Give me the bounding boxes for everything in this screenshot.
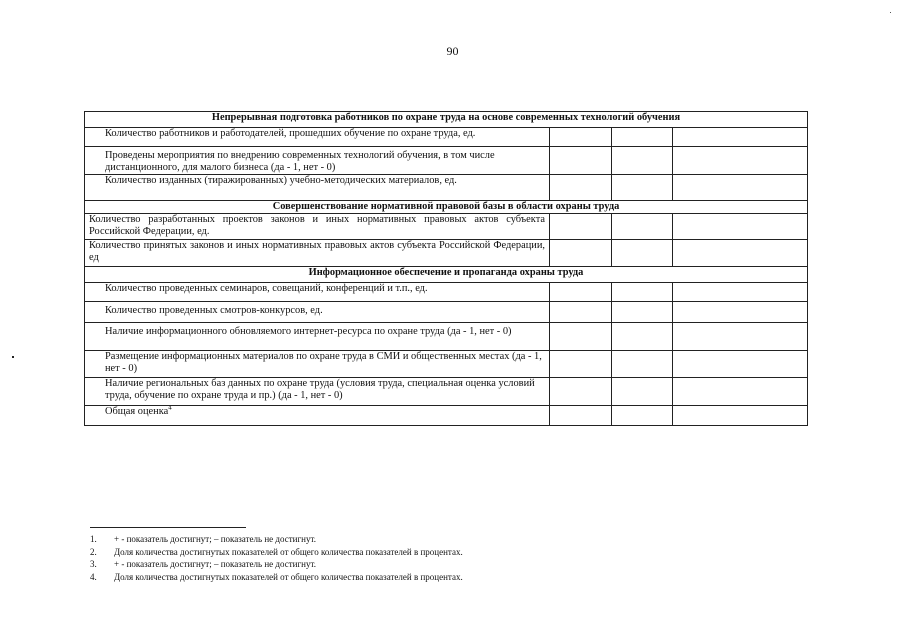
- value-cell[interactable]: [612, 175, 673, 201]
- table-row: [85, 283, 808, 302]
- row-label: Наличие региональных баз данных по охране труда (условия труда, специальная оценка условий труда, обучение по охране труда и пр.) (да - 1, нет - 0): [85, 378, 550, 406]
- value-cell[interactable]: [673, 351, 808, 378]
- row-label: Количество проведенных семинаров, совещаний, конференций и т.п., ед.: [85, 283, 550, 302]
- footnote-number: 1.: [90, 534, 97, 544]
- footnote-text: Доля количества достигнутых показателей от общего количества показателей в процентах.: [114, 546, 463, 557]
- page-number: 90: [446, 44, 459, 58]
- value-cell[interactable]: [673, 406, 808, 426]
- value-cell[interactable]: [612, 128, 673, 147]
- value-cell[interactable]: [550, 175, 612, 201]
- section-header-row: [85, 201, 808, 214]
- value-cell[interactable]: [673, 128, 808, 147]
- value-cell[interactable]: [612, 283, 673, 302]
- value-cell[interactable]: [673, 323, 808, 351]
- value-cell[interactable]: [550, 351, 612, 378]
- value-cell[interactable]: [550, 378, 612, 406]
- value-cell[interactable]: [673, 147, 808, 175]
- section-title: Совершенствование нормативной правовой базы в области охраны труда: [85, 201, 808, 214]
- total-label: [85, 406, 550, 426]
- value-cell[interactable]: [612, 214, 673, 240]
- table-row: [85, 240, 808, 267]
- row-label: Количество принятых законов и иных нормативных правовых актов субъекта Российской Федерации, ед: [85, 240, 550, 267]
- section-title: Информационное обеспечение и пропаганда охраны труда: [85, 267, 808, 283]
- footnote-number: 4.: [90, 571, 97, 582]
- value-cell[interactable]: [612, 147, 673, 175]
- scan-speck: [12, 356, 14, 358]
- footnote-number: 3.: [90, 559, 97, 569]
- section-header-row: [85, 112, 808, 128]
- value-cell[interactable]: [673, 283, 808, 302]
- value-cell[interactable]: [550, 147, 612, 175]
- row-label: Наличие информационного обновляемого интернет-ресурса по охране труда (да - 1, нет - 0): [85, 323, 550, 351]
- value-cell[interactable]: [550, 214, 612, 240]
- value-cell[interactable]: [612, 351, 673, 378]
- value-cell[interactable]: [550, 302, 612, 323]
- total-row: [85, 406, 808, 426]
- value-cell[interactable]: [612, 406, 673, 426]
- row-label: Количество работников и работодателей, прошедших обучение по охране труда, ед.: [85, 128, 550, 147]
- value-cell[interactable]: [550, 240, 612, 267]
- value-cell[interactable]: [673, 378, 808, 406]
- footnote-number: 2.: [90, 546, 97, 557]
- table-row: [85, 351, 808, 378]
- row-label: Количество проведенных смотров-конкурсов, ед.: [85, 302, 550, 323]
- table-row: [85, 175, 808, 201]
- footnote-ref: 4: [168, 405, 172, 412]
- total-label-text: Общая оценка: [105, 406, 169, 417]
- value-cell[interactable]: [612, 378, 673, 406]
- value-cell[interactable]: [612, 323, 673, 351]
- value-cell[interactable]: [673, 214, 808, 240]
- value-cell[interactable]: [550, 406, 612, 426]
- value-cell[interactable]: [673, 302, 808, 323]
- footnote-divider: [90, 527, 246, 528]
- row-label: Проведены мероприятия по внедрению современных технологий обучения, в том числе дистанционного, для малого бизнеса (да - 1, нет - 0): [85, 147, 550, 175]
- value-cell[interactable]: [612, 240, 673, 267]
- value-cell[interactable]: [612, 302, 673, 323]
- row-label: Размещение информационных материалов по охране труда в СМИ и общественных местах (да - 1, нет - 0): [85, 351, 550, 378]
- row-label: Количество разработанных проектов законов и иных нормативных правовых актов субъекта Российской Федерации, ед.: [85, 214, 550, 240]
- table-row: [85, 214, 808, 240]
- table-row: [85, 128, 808, 147]
- footnote-text: Доля количества достигнутых показателей от общего количества показателей в процентах.: [114, 571, 463, 582]
- table-row: [85, 302, 808, 323]
- footnote-text: + - показатель достигнут; – показатель не достигнут.: [114, 559, 316, 569]
- row-label: Количество изданных (тиражированных) учебно-методических материалов, ед.: [85, 175, 550, 201]
- value-cell[interactable]: [550, 283, 612, 302]
- footnotes-list: [90, 533, 690, 583]
- value-cell[interactable]: [550, 323, 612, 351]
- section-title: Непрерывная подготовка работников по охране труда на основе современных технологий обучения: [85, 112, 808, 128]
- footnote-item: [90, 546, 690, 559]
- table-row: [85, 378, 808, 406]
- table-row: [85, 323, 808, 351]
- table-row: [85, 147, 808, 175]
- scan-speck: [890, 12, 891, 13]
- value-cell[interactable]: [673, 240, 808, 267]
- footnote-item: [90, 571, 690, 584]
- value-cell[interactable]: [550, 128, 612, 147]
- indicators-table: [84, 111, 808, 426]
- value-cell[interactable]: [673, 175, 808, 201]
- footnote-item: [90, 533, 690, 546]
- footnote-text: + - показатель достигнут; – показатель не достигнут.: [114, 534, 316, 544]
- section-header-row: [85, 267, 808, 283]
- footnote-item: [90, 558, 690, 571]
